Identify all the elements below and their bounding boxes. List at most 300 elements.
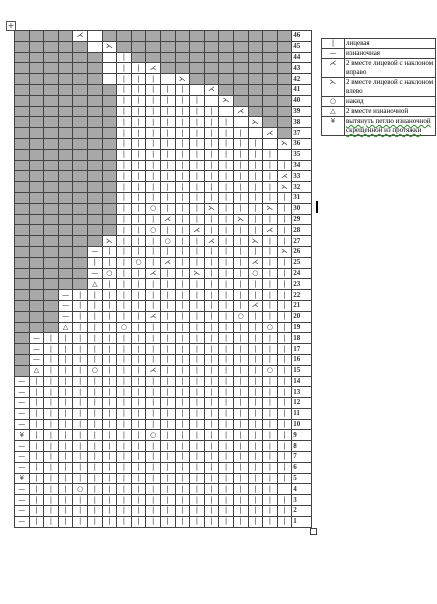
- chart-cell: [44, 74, 59, 85]
- chart-row: [15, 117, 312, 128]
- chart-cell: —: [15, 506, 30, 517]
- chart-cell: |: [131, 182, 146, 193]
- chart-row: [15, 333, 312, 344]
- chart-cell: [58, 182, 73, 193]
- chart-cell: |: [277, 441, 292, 452]
- chart-cell: |: [58, 495, 73, 506]
- chart-cell: |: [87, 398, 102, 409]
- chart-cell: |: [219, 333, 234, 344]
- row-number: 2: [292, 506, 312, 517]
- chart-cell: |: [219, 268, 234, 279]
- chart-cell: [44, 300, 59, 311]
- chart-cell: |: [233, 182, 248, 193]
- chart-cell: |: [102, 441, 117, 452]
- chart-cell: |: [160, 462, 175, 473]
- chart-cell: |: [146, 408, 161, 419]
- chart-cell: [233, 63, 248, 74]
- chart-cell: [44, 311, 59, 322]
- chart-cell: ¥: [15, 430, 30, 441]
- chart-cell: |: [219, 236, 234, 247]
- chart-cell: |: [175, 268, 190, 279]
- chart-cell: |: [263, 160, 278, 171]
- chart-cell: |: [131, 376, 146, 387]
- chart-cell: |: [87, 408, 102, 419]
- chart-cell: [73, 257, 88, 268]
- chart-cell: |: [117, 63, 132, 74]
- chart-cell: |: [248, 473, 263, 484]
- chart-cell: [15, 74, 30, 85]
- chart-cell: [233, 41, 248, 52]
- chart-row: [15, 203, 312, 214]
- chart-cell: [146, 31, 161, 42]
- chart-cell: [175, 41, 190, 52]
- chart-cell: [102, 95, 117, 106]
- chart-cell: [15, 63, 30, 74]
- chart-cell: |: [204, 473, 219, 484]
- chart-cell: |: [131, 192, 146, 203]
- chart-cell: |: [219, 398, 234, 409]
- chart-cell: |: [277, 311, 292, 322]
- chart-cell: |: [131, 246, 146, 257]
- chart-cell: [15, 300, 30, 311]
- row-number: 11: [292, 408, 312, 419]
- chart-cell: |: [263, 495, 278, 506]
- chart-cell: |: [175, 516, 190, 527]
- chart-cell: |: [117, 516, 132, 527]
- chart-cell: |: [190, 95, 205, 106]
- chart-cell: |: [277, 257, 292, 268]
- chart-cell: [73, 41, 88, 52]
- chart-cell: [87, 138, 102, 149]
- chart-cell: [277, 52, 292, 63]
- chart-cell: |: [175, 354, 190, 365]
- chart-cell: [58, 138, 73, 149]
- chart-cell: [29, 279, 44, 290]
- chart-cell: |: [233, 506, 248, 517]
- chart-cell: |: [44, 506, 59, 517]
- chart-cell: |: [248, 214, 263, 225]
- chart-cell: |: [160, 171, 175, 182]
- chart-cell: |: [175, 300, 190, 311]
- chart-cell: |: [204, 192, 219, 203]
- row-number: 43: [292, 63, 312, 74]
- chart-cell: |: [146, 452, 161, 463]
- chart-cell: [73, 171, 88, 182]
- chart-cell: |: [190, 376, 205, 387]
- chart-row: [15, 441, 312, 452]
- chart-row: [15, 246, 312, 257]
- chart-cell: |: [190, 117, 205, 128]
- chart-cell: ⋌: [204, 236, 219, 247]
- chart-cell: ○: [233, 311, 248, 322]
- chart-cell: |: [263, 419, 278, 430]
- chart-cell: |: [160, 387, 175, 398]
- chart-cell: [146, 52, 161, 63]
- chart-cell: |: [160, 311, 175, 322]
- chart-cell: |: [117, 376, 132, 387]
- chart-row: [15, 462, 312, 473]
- chart-cell: [29, 290, 44, 301]
- chart-cell: |: [190, 452, 205, 463]
- chart-cell: |: [248, 430, 263, 441]
- chart-cell: |: [204, 149, 219, 160]
- chart-cell: [277, 74, 292, 85]
- chart-cell: [102, 214, 117, 225]
- chart-cell: |: [117, 365, 132, 376]
- chart-cell: |: [131, 290, 146, 301]
- chart-cell: |: [160, 95, 175, 106]
- chart-cell: [87, 149, 102, 160]
- chart-cell: |: [29, 506, 44, 517]
- chart-cell: [73, 236, 88, 247]
- chart-cell: |: [44, 462, 59, 473]
- chart-cell: [44, 246, 59, 257]
- chart-cell: |: [175, 452, 190, 463]
- chart-cell: |: [190, 408, 205, 419]
- chart-cell: [44, 192, 59, 203]
- purl-stitch-icon: —: [322, 49, 345, 59]
- chart-cell: |: [131, 63, 146, 74]
- p2tog-icon: △: [322, 107, 345, 117]
- chart-cell: [58, 225, 73, 236]
- chart-cell: |: [248, 354, 263, 365]
- chart-cell: |: [263, 430, 278, 441]
- chart-cell: |: [233, 408, 248, 419]
- chart-cell: |: [44, 430, 59, 441]
- chart-cell: ⋌: [277, 171, 292, 182]
- legend-label: лицевая: [345, 39, 436, 49]
- chart-cell: |: [263, 344, 278, 355]
- chart-cell: ○: [73, 484, 88, 495]
- chart-cell: ⋌: [160, 214, 175, 225]
- chart-cell: |: [190, 182, 205, 193]
- chart-cell: |: [73, 462, 88, 473]
- chart-row: [15, 257, 312, 268]
- chart-cell: [29, 268, 44, 279]
- chart-cell: |: [102, 452, 117, 463]
- chart-cell: |: [219, 495, 234, 506]
- legend-row-pull-loop: [322, 117, 436, 136]
- chart-cell: |: [146, 344, 161, 355]
- legend-row-p2tog: [322, 107, 436, 117]
- chart-cell: |: [190, 290, 205, 301]
- chart-cell: |: [204, 171, 219, 182]
- row-number: 17: [292, 344, 312, 355]
- chart-cell: |: [248, 441, 263, 452]
- chart-cell: |: [175, 387, 190, 398]
- chart-cell: ⋌: [248, 300, 263, 311]
- chart-cell: [15, 171, 30, 182]
- chart-cell: |: [175, 473, 190, 484]
- chart-cell: [117, 31, 132, 42]
- chart-cell: [102, 138, 117, 149]
- chart-cell: |: [233, 419, 248, 430]
- row-number: 1: [292, 516, 312, 527]
- chart-cell: ⋋: [248, 117, 263, 128]
- chart-cell: |: [160, 333, 175, 344]
- legend-label: 2 вместе лицевой с наклоном влево: [345, 78, 436, 97]
- chart-cell: [102, 128, 117, 139]
- chart-cell: |: [117, 128, 132, 139]
- knit-stitch-icon: |: [322, 39, 345, 49]
- chart-cell: |: [175, 311, 190, 322]
- chart-cell: |: [58, 430, 73, 441]
- chart-cell: |: [219, 160, 234, 171]
- chart-cell: |: [175, 365, 190, 376]
- chart-cell: |: [117, 192, 132, 203]
- chart-cell: |: [263, 268, 278, 279]
- chart-cell: |: [190, 495, 205, 506]
- chart-row: [15, 300, 312, 311]
- chart-cell: [248, 31, 263, 42]
- chart-cell: |: [204, 344, 219, 355]
- chart-cell: |: [190, 192, 205, 203]
- chart-cell: |: [160, 419, 175, 430]
- chart-cell: |: [146, 182, 161, 193]
- chart-cell: |: [233, 462, 248, 473]
- chart-cell: [44, 268, 59, 279]
- chart-cell: ⋋: [248, 236, 263, 247]
- chart-cell: |: [204, 495, 219, 506]
- row-number: 10: [292, 419, 312, 430]
- chart-row: [15, 41, 312, 52]
- legend-row-k2tog-right: [322, 59, 436, 78]
- chart-cell: |: [263, 290, 278, 301]
- chart-cell: |: [277, 225, 292, 236]
- chart-cell: |: [131, 419, 146, 430]
- chart-cell: [87, 128, 102, 139]
- chart-cell: [44, 279, 59, 290]
- chart-cell: |: [87, 419, 102, 430]
- chart-cell: [15, 214, 30, 225]
- chart-cell: ○: [263, 365, 278, 376]
- chart-cell: —: [15, 462, 30, 473]
- chart-cell: |: [87, 484, 102, 495]
- chart-cell: |: [277, 192, 292, 203]
- chart-row: [15, 95, 312, 106]
- chart-cell: [87, 214, 102, 225]
- chart-cell: |: [44, 484, 59, 495]
- chart-cell: |: [190, 333, 205, 344]
- chart-cell: |: [219, 311, 234, 322]
- chart-cell: [58, 95, 73, 106]
- chart-cell: |: [233, 268, 248, 279]
- chart-cell: [263, 52, 278, 63]
- chart-cell: |: [73, 311, 88, 322]
- chart-cell: |: [219, 117, 234, 128]
- chart-cell: |: [146, 257, 161, 268]
- chart-cell: [219, 84, 234, 95]
- chart-cell: |: [263, 441, 278, 452]
- chart-cell: [190, 63, 205, 74]
- chart-cell: [15, 268, 30, 279]
- chart-cell: [29, 311, 44, 322]
- chart-cell: ⋋: [102, 41, 117, 52]
- chart-cell: [29, 203, 44, 214]
- chart-cell: [102, 192, 117, 203]
- chart-cell: |: [160, 117, 175, 128]
- chart-cell: ○: [248, 268, 263, 279]
- chart-cell: ⋌: [146, 63, 161, 74]
- chart-cell: ○: [146, 430, 161, 441]
- chart-cell: ⋋: [277, 246, 292, 257]
- chart-cell: [58, 128, 73, 139]
- chart-cell: [15, 106, 30, 117]
- chart-cell: |: [131, 106, 146, 117]
- chart-cell: [190, 74, 205, 85]
- chart-cell: |: [233, 149, 248, 160]
- chart-cell: |: [29, 387, 44, 398]
- chart-cell: |: [117, 182, 132, 193]
- chart-cell: |: [146, 95, 161, 106]
- chart-cell: [117, 41, 132, 52]
- chart-cell: [44, 84, 59, 95]
- chart-cell: |: [204, 225, 219, 236]
- row-number: 46: [292, 31, 312, 42]
- chart-cell: |: [131, 74, 146, 85]
- chart-cell: [87, 117, 102, 128]
- chart-cell: |: [160, 149, 175, 160]
- chart-cell: |: [131, 322, 146, 333]
- chart-cell: [190, 41, 205, 52]
- chart-cell: [29, 74, 44, 85]
- chart-cell: |: [160, 354, 175, 365]
- chart-cell: [248, 52, 263, 63]
- chart-cell: |: [233, 322, 248, 333]
- chart-cell: [44, 52, 59, 63]
- chart-cell: [58, 74, 73, 85]
- chart-cell: ⋋: [190, 268, 205, 279]
- chart-cell: |: [263, 473, 278, 484]
- chart-cell: [73, 203, 88, 214]
- chart-cell: |: [263, 376, 278, 387]
- chart-cell: [263, 63, 278, 74]
- chart-row: [15, 128, 312, 139]
- chart-cell: [44, 63, 59, 74]
- chart-cell: [73, 225, 88, 236]
- chart-cell: |: [277, 203, 292, 214]
- chart-cell: |: [131, 214, 146, 225]
- chart-cell: |: [73, 398, 88, 409]
- chart-cell: |: [131, 236, 146, 247]
- chart-cell: ⋌: [263, 128, 278, 139]
- chart-cell: |: [219, 214, 234, 225]
- chart-cell: |: [160, 398, 175, 409]
- chart-cell: ⋋: [102, 236, 117, 247]
- chart-cell: |: [175, 117, 190, 128]
- chart-cell: |: [219, 149, 234, 160]
- chart-cell: |: [87, 376, 102, 387]
- chart-cell: |: [102, 257, 117, 268]
- text-cursor: [316, 201, 318, 213]
- chart-cell: |: [102, 473, 117, 484]
- chart-cell: ○: [117, 322, 132, 333]
- row-number: 6: [292, 462, 312, 473]
- chart-cell: |: [117, 419, 132, 430]
- chart-cell: [29, 246, 44, 257]
- table-resize-handle[interactable]: [310, 528, 317, 535]
- chart-cell: |: [29, 516, 44, 527]
- chart-cell: [73, 95, 88, 106]
- chart-cell: |: [117, 117, 132, 128]
- chart-cell: |: [248, 387, 263, 398]
- chart-cell: [102, 149, 117, 160]
- chart-cell: |: [204, 138, 219, 149]
- chart-cell: |: [117, 84, 132, 95]
- chart-cell: |: [263, 387, 278, 398]
- chart-cell: |: [204, 398, 219, 409]
- chart-row: [15, 31, 312, 42]
- chart-cell: |: [277, 419, 292, 430]
- chart-cell: [15, 290, 30, 301]
- yarn-over-icon: ○: [322, 97, 345, 107]
- row-number: 14: [292, 376, 312, 387]
- chart-row: [15, 419, 312, 430]
- chart-cell: |: [248, 419, 263, 430]
- chart-cell: △: [87, 279, 102, 290]
- chart-cell: |: [219, 506, 234, 517]
- chart-cell: [15, 279, 30, 290]
- chart-cell: |: [102, 246, 117, 257]
- chart-cell: —: [15, 516, 30, 527]
- chart-cell: [29, 236, 44, 247]
- chart-cell: —: [15, 452, 30, 463]
- chart-cell: |: [102, 495, 117, 506]
- row-number: 19: [292, 322, 312, 333]
- chart-cell: |: [58, 484, 73, 495]
- chart-cell: [29, 138, 44, 149]
- row-number: 28: [292, 225, 312, 236]
- chart-cell: [87, 225, 102, 236]
- chart-cell: |: [146, 84, 161, 95]
- chart-cell: |: [146, 171, 161, 182]
- chart-cell: |: [277, 495, 292, 506]
- chart-cell: |: [233, 516, 248, 527]
- chart-cell: |: [131, 311, 146, 322]
- chart-cell: |: [233, 387, 248, 398]
- chart-cell: |: [204, 419, 219, 430]
- chart-cell: [58, 192, 73, 203]
- chart-cell: |: [117, 106, 132, 117]
- chart-cell: |: [190, 246, 205, 257]
- chart-cell: |: [44, 495, 59, 506]
- chart-cell: |: [175, 376, 190, 387]
- chart-cell: |: [190, 311, 205, 322]
- chart-cell: [263, 95, 278, 106]
- chart-cell: [263, 106, 278, 117]
- chart-cell: |: [219, 300, 234, 311]
- chart-cell: |: [263, 506, 278, 517]
- chart-cell: |: [263, 462, 278, 473]
- chart-cell: |: [204, 128, 219, 139]
- row-number: 44: [292, 52, 312, 63]
- chart-cell: |: [175, 495, 190, 506]
- chart-cell: |: [102, 290, 117, 301]
- chart-row: [15, 516, 312, 527]
- chart-cell: |: [204, 257, 219, 268]
- chart-cell: |: [58, 354, 73, 365]
- chart-cell: [73, 160, 88, 171]
- chart-cell: |: [160, 279, 175, 290]
- chart-cell: |: [131, 84, 146, 95]
- chart-cell: [15, 160, 30, 171]
- chart-row: [15, 473, 312, 484]
- chart-cell: [58, 268, 73, 279]
- chart-cell: ⋌: [146, 365, 161, 376]
- row-number: 40: [292, 95, 312, 106]
- chart-cell: |: [131, 225, 146, 236]
- table-move-handle[interactable]: +: [7, 21, 15, 30]
